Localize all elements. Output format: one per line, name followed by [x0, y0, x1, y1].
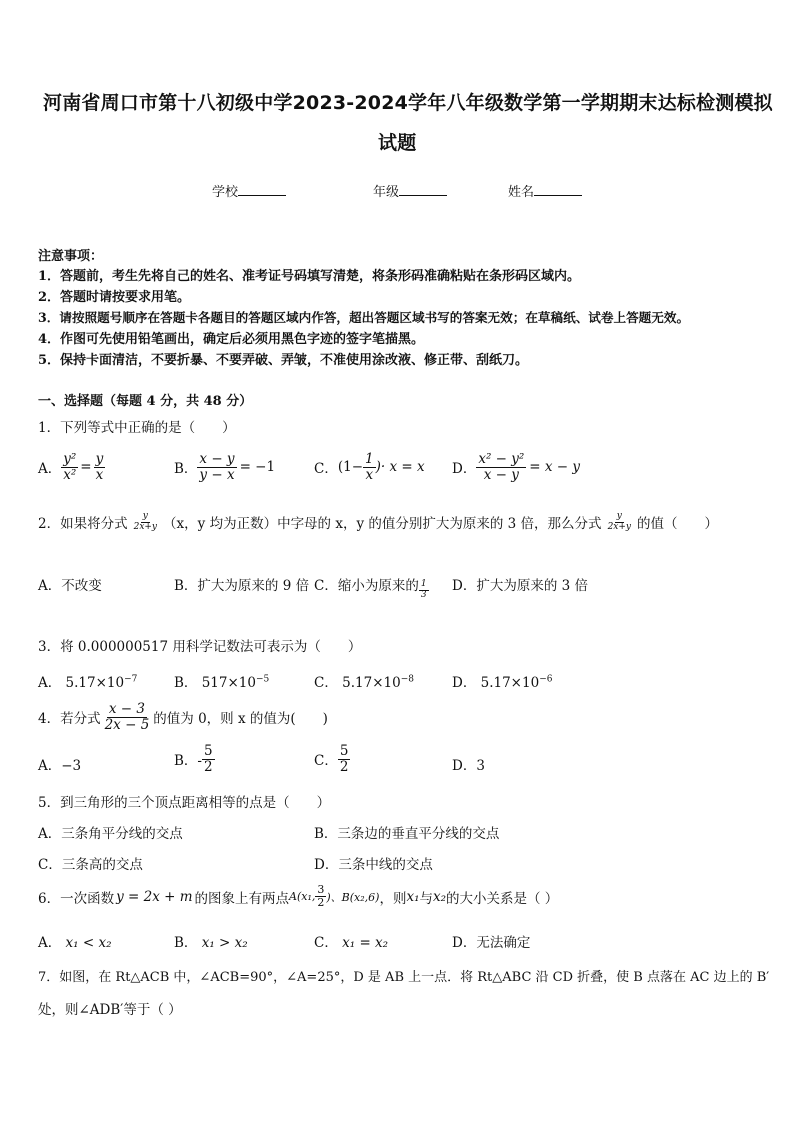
notice-heading: 注意事项：: [38, 249, 104, 264]
q6-option-b: B． x₁ > x₂: [174, 935, 248, 951]
notice-item: 2．答题时请按要求用笔。: [38, 290, 191, 305]
q2-option-a: A．不改变: [38, 578, 102, 594]
page-title: 河南省周口市第十八初级中学2023-2024学年八年级数学第一学期期末达标检测模拟: [43, 92, 773, 114]
q1-option-b: B． $\frac{x - y}{y - x}$ = −1: [174, 451, 276, 483]
question-3-stem: 3．将 0.000000517 用科学记数法可表示为（ ）: [38, 639, 362, 655]
q3-option-a: A． $5.17\times 10^{-7}$: [38, 674, 138, 691]
q5-option-b: B．三条边的垂直平分线的交点: [314, 826, 500, 842]
question-4-stem: 4．若分式 $\frac{x - 3}{2x - 5}$ 的值为 0，则 x 的值为( ): [38, 701, 328, 733]
q3-option-b: B． $517\times 10^{-5}$: [174, 674, 270, 691]
q5-option-a: A．三条角平分线的交点: [38, 826, 183, 842]
q3-option-d: D． $5.17\times 10^{-6}$: [452, 674, 553, 691]
grade-field: [373, 181, 447, 200]
q3-option-c: C． $5.17\times 10^{-8}$: [314, 674, 414, 691]
q4-option-d: D．3: [452, 758, 485, 774]
q4-option-b: B．- $\frac{5}{2}$: [174, 743, 213, 775]
grade-label: 年级: [373, 185, 400, 200]
name-blank: [534, 183, 582, 196]
q5-option-c: C．三条高的交点: [38, 857, 143, 873]
grade-blank: [399, 183, 447, 196]
question-5-stem: 5．到三角形的三个顶点距离相等的点是（ ）: [38, 795, 331, 811]
name-label: 姓名: [508, 185, 535, 200]
q4-option-c: C． $\frac{5}{2}$: [314, 743, 349, 775]
q2-option-c: C．缩小为原来的 $\frac{1}{3}$: [314, 578, 427, 600]
section-heading: 一、选择题（每题 4 分，共 48 分）: [38, 394, 253, 409]
q2-option-d: D．扩大为原来的 3 倍: [452, 578, 588, 594]
page-title-line2: 试题: [378, 132, 417, 154]
notice-item: 5．保持卡面清洁，不要折暴、不要弄破、弄皱，不准使用涂改液、修正带、刮纸刀。: [38, 353, 529, 368]
notice-item: 1．答题前，考生先将自己的姓名、准考证号码填写清楚，将条形码准确粘贴在条形码区域内。: [38, 269, 581, 284]
school-label: 学校: [212, 185, 239, 200]
q1-option-a: A． $\frac{\text{y²}}{\text{x²}}$ = $\frac{y}{x}$: [38, 451, 104, 483]
question-2-stem: 2．如果将分式 $\frac{y}{2x+y}$ （x，y 均为正数）中字母的 x，y 的值分别扩大为原来的 3 倍，那么分式 $\frac{y}{2x+y}$ 的值（ ）: [38, 511, 718, 533]
question-6-stem: 6．一次函数 y = 2x + m 的图象上有两点 A(x₁, $\frac{3}{2}$ )、B(x₂,6) ，则 x₁ 与 x₂ 的大小关系是（ ）: [38, 883, 559, 910]
notice-item: 3．请按照题号顺序在答题卡各题目的答题区域内作答，超出答题区域书写的答案无效；在草稿纸、试卷上答题无效。: [38, 310, 690, 325]
school-field: [212, 181, 286, 200]
q4-option-a: A．−3: [38, 758, 82, 774]
question-7-stem-line1: 7．如图，在 Rt△ACB 中，∠ACB=90°，∠A=25°，D 是 AB 上一点．将 Rt△ABC 沿 CD 折叠，使 B 点落在 AC 边上的 B′: [38, 970, 770, 985]
q1-option-d: D． $\frac{\text{x² − y²}}{x - y}$ = x − y: [452, 451, 581, 483]
q2-option-b: B．扩大为原来的 9 倍: [174, 578, 310, 594]
q1-option-c: C． (1− $\frac{1}{x}$ )· x = x: [314, 451, 425, 483]
name-field: [508, 181, 582, 200]
notice-item: 4．作图可先使用铅笔画出，确定后必须用黑色字迹的签字笔描黑。: [38, 332, 425, 347]
question-7-stem-line2: 处，则∠ADB′等于（ ）: [38, 1002, 182, 1018]
q6-option-a: A． x₁ < x₂: [38, 935, 112, 951]
school-blank: [238, 183, 286, 196]
q6-option-d: D．无法确定: [452, 935, 531, 951]
q5-option-d: D．三条中线的交点: [314, 857, 433, 873]
question-1-stem: 1．下列等式中正确的是（ ）: [38, 420, 236, 436]
q6-option-c: C． x₁ = x₂: [314, 935, 389, 951]
